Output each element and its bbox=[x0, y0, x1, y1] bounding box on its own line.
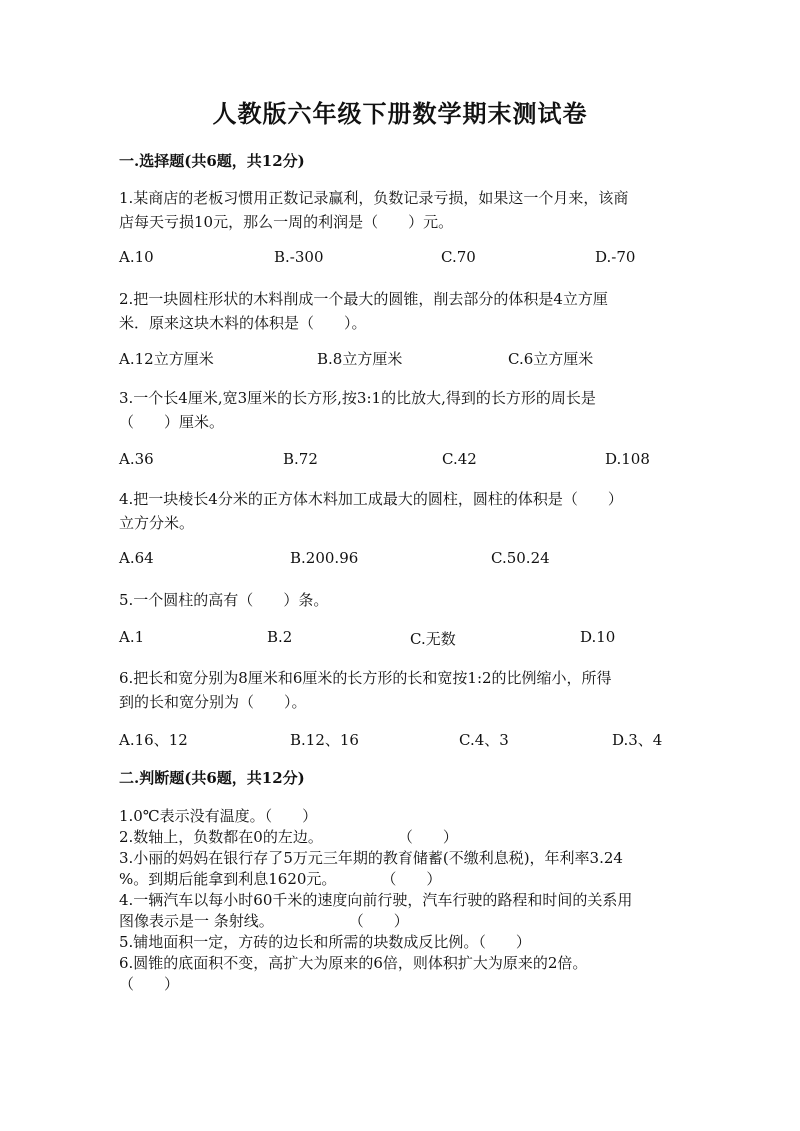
option-d: D.-70 bbox=[595, 248, 636, 266]
question-3-line-2: （ ）厘米。 bbox=[119, 413, 225, 431]
option-a: A.64 bbox=[119, 549, 154, 567]
question-6-line-2: 到的长和宽分别为（ ）。 bbox=[119, 693, 307, 711]
judge-line: （ ） bbox=[119, 975, 180, 993]
option-c: C.42 bbox=[442, 450, 477, 468]
question-1-line-2: 店每天亏损10元，那么一周的利润是（ ）元。 bbox=[119, 213, 454, 231]
option-b: B.-300 bbox=[274, 248, 324, 266]
judge-section-heading: 二.判断题(共6题，共12分) bbox=[119, 769, 305, 787]
option-c: C.50.24 bbox=[491, 549, 550, 567]
question-2-line-1: 2.把一块圆柱形状的木料削成一个最大的圆锥，削去部分的体积是4立方厘 bbox=[119, 290, 608, 308]
option-d: D.10 bbox=[580, 628, 616, 646]
judge-questions bbox=[119, 806, 684, 995]
option-d: D.3、4 bbox=[612, 731, 663, 749]
judge-line: 图像表示是一 条射线。 （ ） bbox=[119, 912, 409, 930]
option-b: B.200.96 bbox=[290, 549, 359, 567]
question-5 bbox=[119, 588, 684, 612]
question-3-line-1: 3.一个长4厘米,宽3厘米的长方形,按3:1的比放大,得到的长方形的周长是 bbox=[119, 389, 596, 407]
question-2-options bbox=[119, 348, 689, 370]
page-title: 人教版六年级下册数学期末测试卷 bbox=[212, 99, 588, 128]
option-c: C.70 bbox=[441, 248, 476, 266]
question-4 bbox=[119, 487, 684, 535]
option-b: B.2 bbox=[267, 628, 293, 646]
question-1 bbox=[119, 186, 684, 234]
option-c: C.6立方厘米 bbox=[508, 350, 594, 368]
question-5-options bbox=[119, 628, 689, 650]
judge-line: %。到期后能拿到利息1620元。 （ ） bbox=[119, 870, 442, 888]
option-b: B.12、16 bbox=[290, 731, 359, 749]
option-d: D.108 bbox=[605, 450, 650, 468]
question-4-line-1: 4.把一块棱长4分米的正方体木料加工成最大的圆柱，圆柱的体积是（ ） bbox=[119, 490, 623, 508]
question-6-options bbox=[119, 729, 689, 751]
option-a: A.12立方厘米 bbox=[119, 350, 214, 368]
choice-section-heading: 一.选择题(共6题，共12分) bbox=[119, 152, 305, 170]
question-3 bbox=[119, 386, 684, 434]
option-a: A.36 bbox=[119, 450, 154, 468]
judge-line: 3.小丽的妈妈在银行存了5万元三年期的教育储蓄(不缴利息税)，年利率3.24 bbox=[119, 849, 623, 867]
judge-line: 5.铺地面积一定，方砖的边长和所需的块数成反比例。（ ） bbox=[119, 933, 531, 951]
question-4-options bbox=[119, 549, 689, 571]
question-6 bbox=[119, 666, 684, 714]
judge-line: 2.数轴上，负数都在0的左边。 （ ） bbox=[119, 828, 458, 846]
option-a: A.16、12 bbox=[119, 731, 188, 749]
question-6-line-1: 6.把长和宽分别为8厘米和6厘米的长方形的长和宽按1:2的比例缩小，所得 bbox=[119, 669, 612, 687]
option-a: A.10 bbox=[119, 248, 154, 266]
judge-line: 6.圆锥的底面积不变，高扩大为原来的6倍，则体积扩大为原来的2倍。 bbox=[119, 954, 588, 972]
judge-line: 4.一辆汽车以每小时60千米的速度向前行驶，汽车行驶的路程和时间的关系用 bbox=[119, 891, 633, 909]
question-1-options bbox=[119, 248, 689, 270]
question-1-line-1: 1.某商店的老板习惯用正数记录赢利，负数记录亏损，如果这一个月来，该商 bbox=[119, 189, 629, 207]
option-b: B.72 bbox=[283, 450, 318, 468]
question-2-line-2: 米．原来这块木料的体积是（ ）。 bbox=[119, 314, 367, 332]
option-c: C.4、3 bbox=[459, 731, 509, 749]
judge-line: 1.0℃表示没有温度。（ ） bbox=[119, 807, 318, 825]
question-4-line-2: 立方分米。 bbox=[119, 514, 195, 532]
option-c: C.无数 bbox=[410, 630, 456, 648]
question-5-line-1: 5.一个圆柱的高有（ ）条。 bbox=[119, 591, 329, 609]
question-3-options bbox=[119, 450, 689, 472]
option-a: A.1 bbox=[119, 628, 145, 646]
option-b: B.8立方厘米 bbox=[317, 350, 403, 368]
question-2 bbox=[119, 287, 684, 335]
